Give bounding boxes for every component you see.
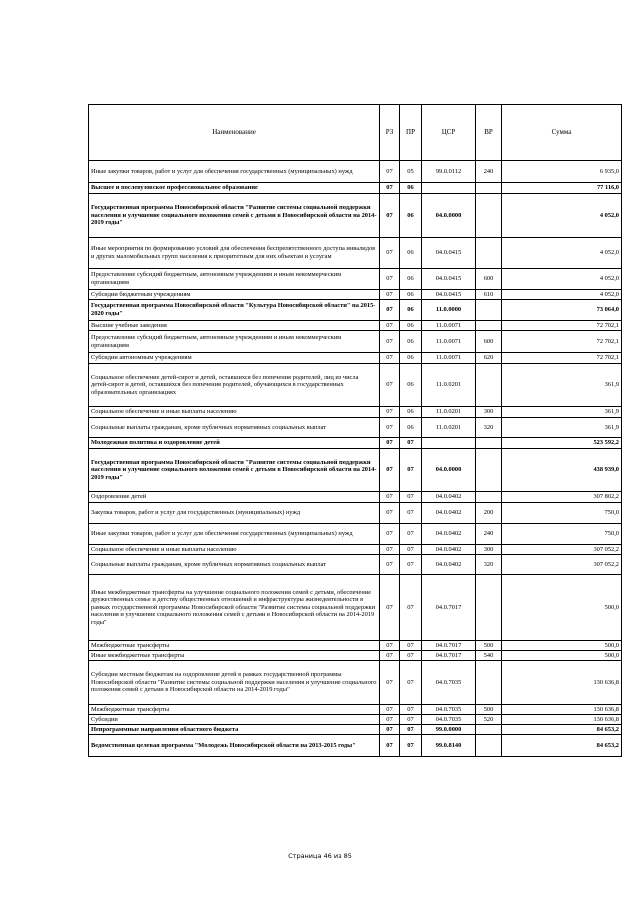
row-sum-cell: 6 935,0 — [502, 161, 622, 183]
row-csr-cell: 04.0.7035 — [422, 705, 476, 715]
row-sum-cell: 4 052,0 — [502, 238, 622, 269]
row-vr-cell — [476, 725, 502, 735]
row-vr-cell — [476, 661, 502, 705]
row-sum-cell: 438 939,0 — [502, 449, 622, 492]
row-name-cell: Оздоровление детей — [89, 492, 380, 503]
row-sum-cell: 500,0 — [502, 641, 622, 651]
row-csr-cell: 04.0.0402 — [422, 492, 476, 503]
page-number: Страница 46 из 85 — [288, 852, 352, 860]
table-row — [89, 715, 622, 725]
row-pr-cell: 06 — [400, 269, 422, 290]
row-pr-cell: 06 — [400, 331, 422, 353]
row-vr-cell: 540 — [476, 651, 502, 661]
row-pr-cell: 05 — [400, 161, 422, 183]
table-row — [89, 407, 622, 418]
row-pr-cell: 07 — [400, 661, 422, 705]
row-rz-cell: 07 — [380, 290, 400, 300]
row-sum-cell: 130 636,8 — [502, 715, 622, 725]
row-vr-cell — [476, 449, 502, 492]
header-sum: Сумма — [502, 105, 622, 161]
table-row — [89, 321, 622, 331]
row-vr-cell — [476, 300, 502, 321]
row-rz-cell: 07 — [380, 269, 400, 290]
row-vr-cell — [476, 575, 502, 641]
table-row — [89, 364, 622, 407]
row-vr-cell — [476, 238, 502, 269]
budget-document — [88, 104, 621, 757]
row-name-cell: Социальное обеспечение детей-сирот и детей, оставшихся без попечения родителей, лиц из числа детей-сирот и детей, оставшихся без попечения родителей, обучающихся в государственных образовательных организациях — [89, 364, 380, 407]
row-rz-cell: 07 — [380, 524, 400, 545]
row-rz-cell: 07 — [380, 321, 400, 331]
table-row — [89, 269, 622, 290]
row-name-cell: Социальные выплаты гражданам, кроме публичных нормативных социальных выплат — [89, 418, 380, 438]
table-row — [89, 238, 622, 269]
row-csr-cell: 04.0.0415 — [422, 238, 476, 269]
table-row — [89, 194, 622, 238]
row-csr-cell: 04.0.0415 — [422, 269, 476, 290]
row-csr-cell: 11.0.0071 — [422, 321, 476, 331]
row-pr-cell: 07 — [400, 705, 422, 715]
row-name-cell: Субсидии — [89, 715, 380, 725]
row-sum-cell: 361,9 — [502, 364, 622, 407]
row-csr-cell: 11.0.0201 — [422, 418, 476, 438]
row-csr-cell: 04.0.0000 — [422, 449, 476, 492]
row-rz-cell: 07 — [380, 183, 400, 194]
row-csr-cell: 11.0.0071 — [422, 331, 476, 353]
row-name-cell: Закупка товаров, работ и услуг для государственных (муниципальных) нужд — [89, 503, 380, 524]
row-sum-cell: 750,0 — [502, 503, 622, 524]
row-rz-cell: 07 — [380, 300, 400, 321]
row-sum-cell: 130 636,8 — [502, 705, 622, 715]
row-name-cell: Высшее и послевузовское профессиональное образование — [89, 183, 380, 194]
row-vr-cell — [476, 492, 502, 503]
row-vr-cell — [476, 194, 502, 238]
header-vr: ВР — [476, 105, 502, 161]
row-csr-cell: 99.0.0112 — [422, 161, 476, 183]
table-header-row — [89, 105, 622, 161]
table-row — [89, 575, 622, 641]
table-row — [89, 331, 622, 353]
header-rz: РЗ — [380, 105, 400, 161]
row-vr-cell: 500 — [476, 641, 502, 651]
row-pr-cell: 06 — [400, 321, 422, 331]
row-sum-cell: 73 064,0 — [502, 300, 622, 321]
row-vr-cell: 610 — [476, 290, 502, 300]
row-pr-cell: 06 — [400, 407, 422, 418]
header-csr: ЦСР — [422, 105, 476, 161]
row-rz-cell: 07 — [380, 545, 400, 555]
row-sum-cell: 307 052,2 — [502, 555, 622, 575]
row-csr-cell: 04.0.0415 — [422, 290, 476, 300]
table-row — [89, 438, 622, 449]
row-name-cell: Иные закупки товаров, работ и услуг для обеспечения государственных (муниципальных) нужд — [89, 524, 380, 545]
row-sum-cell: 4 052,0 — [502, 269, 622, 290]
row-pr-cell: 06 — [400, 418, 422, 438]
row-name-cell: Социальное обеспечение и иные выплаты населению — [89, 545, 380, 555]
row-pr-cell: 07 — [400, 492, 422, 503]
row-sum-cell: 307 052,2 — [502, 545, 622, 555]
row-csr-cell: 04.0.0000 — [422, 194, 476, 238]
row-pr-cell: 07 — [400, 715, 422, 725]
row-pr-cell: 06 — [400, 364, 422, 407]
budget-table — [88, 104, 622, 757]
row-pr-cell: 07 — [400, 545, 422, 555]
row-rz-cell: 07 — [380, 364, 400, 407]
row-csr-cell: 04.0.7035 — [422, 715, 476, 725]
row-csr-cell: 04.0.7035 — [422, 661, 476, 705]
row-sum-cell: 500,0 — [502, 575, 622, 641]
row-name-cell: Иные мероприятия по формированию условий для обеспечения беспрепятственного доступа инвалидов и других маломобильных групп населения к приоритетным для них объектам и услугам — [89, 238, 380, 269]
row-name-cell: Межбюджетные трансферты — [89, 641, 380, 651]
row-vr-cell: 200 — [476, 503, 502, 524]
table-row — [89, 705, 622, 715]
table-row — [89, 503, 622, 524]
row-pr-cell: 06 — [400, 300, 422, 321]
row-sum-cell: 84 653,2 — [502, 725, 622, 735]
table-row — [89, 300, 622, 321]
row-vr-cell: 600 — [476, 331, 502, 353]
row-csr-cell: 99.0.8140 — [422, 735, 476, 757]
table-row — [89, 492, 622, 503]
header-pr: ПР — [400, 105, 422, 161]
row-name-cell: Межбюджетные трансферты — [89, 705, 380, 715]
row-rz-cell: 07 — [380, 353, 400, 364]
row-pr-cell: 07 — [400, 555, 422, 575]
row-sum-cell: 72 702,1 — [502, 353, 622, 364]
row-csr-cell: 04.0.0402 — [422, 555, 476, 575]
row-rz-cell: 07 — [380, 238, 400, 269]
row-pr-cell: 07 — [400, 735, 422, 757]
row-rz-cell: 07 — [380, 503, 400, 524]
row-pr-cell: 07 — [400, 524, 422, 545]
row-vr-cell: 240 — [476, 524, 502, 545]
row-name-cell: Предоставление субсидий бюджетным, автономным учреждениям и иным некоммерческим организациям — [89, 269, 380, 290]
row-name-cell: Молодежная политика и оздоровление детей — [89, 438, 380, 449]
row-vr-cell: 620 — [476, 353, 502, 364]
table-row — [89, 651, 622, 661]
row-sum-cell: 72 702,1 — [502, 331, 622, 353]
row-csr-cell: 04.0.0402 — [422, 545, 476, 555]
row-name-cell: Предоставление субсидий бюджетным, автономным учреждениям и иным некоммерческим организациям — [89, 331, 380, 353]
row-sum-cell: 500,0 — [502, 651, 622, 661]
row-name-cell: Иные межбюджетные трансферты — [89, 651, 380, 661]
row-vr-cell: 240 — [476, 161, 502, 183]
row-pr-cell: 07 — [400, 449, 422, 492]
row-pr-cell: 07 — [400, 575, 422, 641]
row-csr-cell: 04.0.7017 — [422, 651, 476, 661]
row-sum-cell: 84 653,2 — [502, 735, 622, 757]
table-row — [89, 418, 622, 438]
row-sum-cell: 307 802,2 — [502, 492, 622, 503]
row-rz-cell: 07 — [380, 194, 400, 238]
row-rz-cell: 07 — [380, 492, 400, 503]
row-rz-cell: 07 — [380, 725, 400, 735]
row-name-cell: Субсидии автономным учреждениям — [89, 353, 380, 364]
table-row — [89, 290, 622, 300]
row-rz-cell: 07 — [380, 641, 400, 651]
table-row — [89, 725, 622, 735]
row-sum-cell: 77 116,0 — [502, 183, 622, 194]
row-sum-cell: 523 592,2 — [502, 438, 622, 449]
row-csr-cell: 04.0.0402 — [422, 524, 476, 545]
row-vr-cell: 600 — [476, 269, 502, 290]
row-sum-cell: 750,0 — [502, 524, 622, 545]
row-pr-cell: 06 — [400, 194, 422, 238]
row-rz-cell: 07 — [380, 575, 400, 641]
row-name-cell: Иные закупки товаров, работ и услуг для обеспечения государственных (муниципальных) нужд — [89, 161, 380, 183]
row-name-cell: Субсидии бюджетным учреждениям — [89, 290, 380, 300]
row-sum-cell: 4 052,0 — [502, 194, 622, 238]
table-row — [89, 735, 622, 757]
row-pr-cell: 06 — [400, 353, 422, 364]
row-name-cell: Государственная программа Новосибирской области "Развитие системы социальной поддержки населения и улучшение социального положения семей с детьми в Новосибирской области на 2014-2019 годы" — [89, 194, 380, 238]
row-csr-cell: 11.0.0000 — [422, 300, 476, 321]
row-name-cell: Высшие учебные заведения — [89, 321, 380, 331]
table-body — [89, 161, 622, 757]
row-sum-cell: 361,9 — [502, 407, 622, 418]
row-vr-cell: 320 — [476, 418, 502, 438]
table-row — [89, 183, 622, 194]
row-vr-cell — [476, 364, 502, 407]
row-rz-cell: 07 — [380, 555, 400, 575]
row-sum-cell: 361,9 — [502, 418, 622, 438]
row-csr-cell: 99.0.0000 — [422, 725, 476, 735]
row-vr-cell: 520 — [476, 715, 502, 725]
row-vr-cell: 300 — [476, 545, 502, 555]
row-pr-cell: 07 — [400, 725, 422, 735]
row-rz-cell: 07 — [380, 438, 400, 449]
row-rz-cell: 07 — [380, 161, 400, 183]
row-rz-cell: 07 — [380, 661, 400, 705]
row-pr-cell: 07 — [400, 503, 422, 524]
row-rz-cell: 07 — [380, 331, 400, 353]
row-vr-cell — [476, 321, 502, 331]
table-row — [89, 161, 622, 183]
row-rz-cell: 07 — [380, 715, 400, 725]
row-sum-cell: 72 702,1 — [502, 321, 622, 331]
row-csr-cell: 04.0.7017 — [422, 575, 476, 641]
row-csr-cell: 11.0.0201 — [422, 407, 476, 418]
row-rz-cell: 07 — [380, 449, 400, 492]
row-pr-cell: 06 — [400, 238, 422, 269]
row-pr-cell: 07 — [400, 641, 422, 651]
row-name-cell: Государственная программа Новосибирской области "Развитие системы социальной поддержки населения и улучшение социального положения семей с детьми в Новосибирской области на 2014-2019 годы" — [89, 449, 380, 492]
table-row — [89, 449, 622, 492]
row-csr-cell: 11.0.0071 — [422, 353, 476, 364]
row-name-cell: Государственная программа Новосибирской области "Культура Новосибирской области" на 2015-2020 годы" — [89, 300, 380, 321]
table-row — [89, 545, 622, 555]
row-csr-cell: 04.0.0402 — [422, 503, 476, 524]
row-vr-cell — [476, 183, 502, 194]
row-csr-cell — [422, 183, 476, 194]
table-row — [89, 555, 622, 575]
row-name-cell: Субсидии местным бюджетам на оздоровление детей в рамках государственной программы Новосибирской области "Развитие системы социальной поддержки населения и улучшение социального положения семей с детьми в Новосибирской области на 2014-2019 годы" — [89, 661, 380, 705]
row-pr-cell: 07 — [400, 438, 422, 449]
row-name-cell: Иные межбюджетные трансферты на улучшение социального положения семей с детьми, обеспечение дружественных семье и детству общественных отношений и инфраструктуры жизнедеятельности в рамках государственной программы Новосибирской области "Развитие системы социальной поддержки населения и улучшение социального положения семей с детьми в Новосибирской области на 2014-2019 годы" — [89, 575, 380, 641]
row-pr-cell: 06 — [400, 290, 422, 300]
row-vr-cell — [476, 438, 502, 449]
row-name-cell: Непрограммные направления областного бюджета — [89, 725, 380, 735]
row-vr-cell — [476, 735, 502, 757]
row-vr-cell: 320 — [476, 555, 502, 575]
row-vr-cell: 300 — [476, 407, 502, 418]
row-csr-cell — [422, 438, 476, 449]
table-row — [89, 641, 622, 651]
table-row — [89, 524, 622, 545]
row-rz-cell: 07 — [380, 418, 400, 438]
row-name-cell: Ведомственная целевая программа "Молодежь Новосибирской области на 2013-2015 годы" — [89, 735, 380, 757]
row-name-cell: Социальное обеспечение и иные выплаты населению — [89, 407, 380, 418]
row-vr-cell: 500 — [476, 705, 502, 715]
header-name: Наименование — [89, 105, 380, 161]
row-sum-cell: 130 636,8 — [502, 661, 622, 705]
row-csr-cell: 04.0.7017 — [422, 641, 476, 651]
row-pr-cell: 07 — [400, 651, 422, 661]
row-sum-cell: 4 052,0 — [502, 290, 622, 300]
table-row — [89, 661, 622, 705]
row-rz-cell: 07 — [380, 705, 400, 715]
table-row — [89, 353, 622, 364]
row-name-cell: Социальные выплаты гражданам, кроме публичных нормативных социальных выплат — [89, 555, 380, 575]
row-pr-cell: 06 — [400, 183, 422, 194]
row-csr-cell: 11.0.0201 — [422, 364, 476, 407]
row-rz-cell: 07 — [380, 407, 400, 418]
row-rz-cell: 07 — [380, 651, 400, 661]
row-rz-cell: 07 — [380, 735, 400, 757]
